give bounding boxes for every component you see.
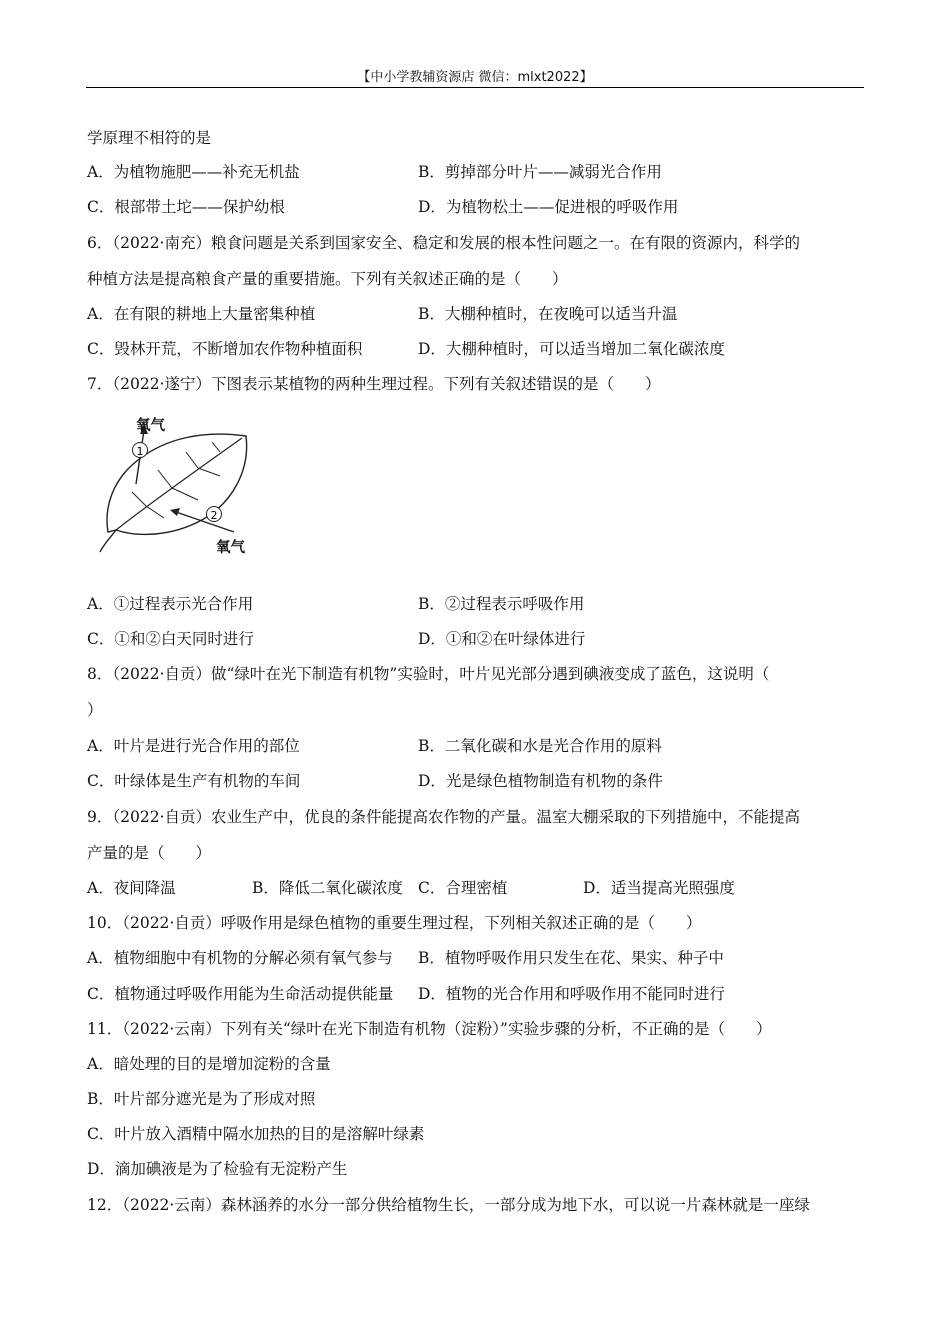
q6-option-a[interactable]: A．在有限的耕地上大量密集种植: [87, 305, 316, 323]
q9-option-d[interactable]: D．适当提高光照强度: [583, 879, 735, 897]
marker-1: 1: [136, 445, 144, 458]
q9-option-b[interactable]: B．降低二氧化碳浓度: [252, 879, 403, 897]
q7-option-c[interactable]: C．①和②白天同时进行: [87, 630, 254, 648]
arrow-2-head: [170, 508, 180, 516]
q6-stem-line1: 6．（2022·南充）粮食问题是关系到国家安全、稳定和发展的根本性问题之一。在有限的资源内，科学的: [87, 234, 800, 252]
q7-option-a[interactable]: A．①过程表示光合作用: [87, 595, 254, 613]
q11-stem-line1: 11．（2022·云南）下列有关“绿叶在光下制造有机物（淀粉）”实验步骤的分析，不正确的是（ ）: [87, 1020, 772, 1038]
q9-option-a[interactable]: A．夜间降温: [87, 879, 176, 897]
q5-option-a[interactable]: A．为植物施肥——补充无机盐: [87, 163, 300, 181]
q8-option-c[interactable]: C．叶绿体是生产有机物的车间: [87, 772, 301, 790]
q11-option-c[interactable]: C．叶片放入酒精中隔水加热的目的是溶解叶绿素: [87, 1125, 425, 1143]
q8-stem-line2: ）: [87, 701, 103, 719]
q11-option-a[interactable]: A．暗处理的目的是增加淀粉的含量: [87, 1055, 331, 1073]
arrow-2: [176, 512, 234, 532]
q9-stem-line2: 产量的是（ ）: [87, 844, 212, 862]
q10-option-b[interactable]: B．植物呼吸作用只发生在花、果实、种子中: [418, 949, 724, 967]
q10-option-d[interactable]: D．植物的光合作用和呼吸作用不能同时进行: [418, 985, 725, 1003]
q10-option-a[interactable]: A．植物细胞中有机物的分解必须有氧气参与: [87, 949, 393, 967]
leaf-diagram: [94, 408, 264, 558]
q6-option-d[interactable]: D．大棚种植时，可以适当增加二氧化碳浓度: [418, 340, 725, 358]
figure-label-oxygen-bottom: 氧气: [216, 540, 245, 556]
q9-stem-line1: 9．（2022·自贡）农业生产中，优良的条件能提高农作物的产量。温室大棚采取的下列措施中，不能提高: [87, 808, 800, 826]
q10-stem-line1: 10．（2022·自贡）呼吸作用是绿色植物的重要生理过程，下列相关叙述正确的是（ ）: [87, 914, 702, 932]
q6-option-b[interactable]: B．大棚种植时，在夜晚可以适当升温: [418, 305, 678, 323]
marker-2: 2: [210, 509, 218, 522]
q11-option-b[interactable]: B．叶片部分遮光是为了形成对照: [87, 1090, 316, 1108]
header-rule: [86, 87, 864, 88]
q5-option-d[interactable]: D．为植物松土——促进根的呼吸作用: [418, 198, 679, 216]
q8-option-b[interactable]: B．二氧化碳和水是光合作用的原料: [418, 737, 662, 755]
q12-stem-line1: 12．（2022·云南）森林涵养的水分一部分供给植物生长，一部分成为地下水，可以说一片森林就是一座绿: [87, 1196, 810, 1214]
page-header: 【中小学教辅资源店 微信：mlxt2022】: [357, 70, 593, 85]
q10-option-c[interactable]: C．植物通过呼吸作用能为生命活动提供能量: [87, 985, 394, 1003]
q9-option-c[interactable]: C．合理密植: [418, 879, 508, 897]
q11-option-d[interactable]: D．滴加碘液是为了检验有无淀粉产生: [87, 1160, 348, 1178]
q7-stem-line1: 7．（2022·遂宁）下图表示某植物的两种生理过程。下列有关叙述错误的是（ ）: [87, 375, 661, 393]
q8-option-d[interactable]: D．光是绿色植物制造有机物的条件: [418, 772, 663, 790]
q7-option-b[interactable]: B．②过程表示呼吸作用: [418, 595, 585, 613]
q5-continuation: 学原理不相符的是: [87, 129, 212, 147]
q6-option-c[interactable]: C．毁林开荒，不断增加农作物种植面积: [87, 340, 363, 358]
q8-option-a[interactable]: A．叶片是进行光合作用的部位: [87, 737, 300, 755]
q5-option-c[interactable]: C．根部带土坨——保护幼根: [87, 198, 285, 216]
leaf-stem: [100, 530, 116, 552]
q5-option-b[interactable]: B．剪掉部分叶片——减弱光合作用: [418, 163, 662, 181]
q8-stem-line1: 8．（2022·自贡）做“绿叶在光下制造有机物”实验时，叶片见光部分遇到碘液变成了蓝色，这说明（: [87, 665, 770, 683]
figure-label-oxygen-top: 氧气: [136, 418, 165, 434]
q6-stem-line2: 种植方法是提高粮食产量的重要措施。下列有关叙述正确的是（ ）: [87, 270, 568, 288]
q7-option-d[interactable]: D．①和②在叶绿体进行: [418, 630, 586, 648]
